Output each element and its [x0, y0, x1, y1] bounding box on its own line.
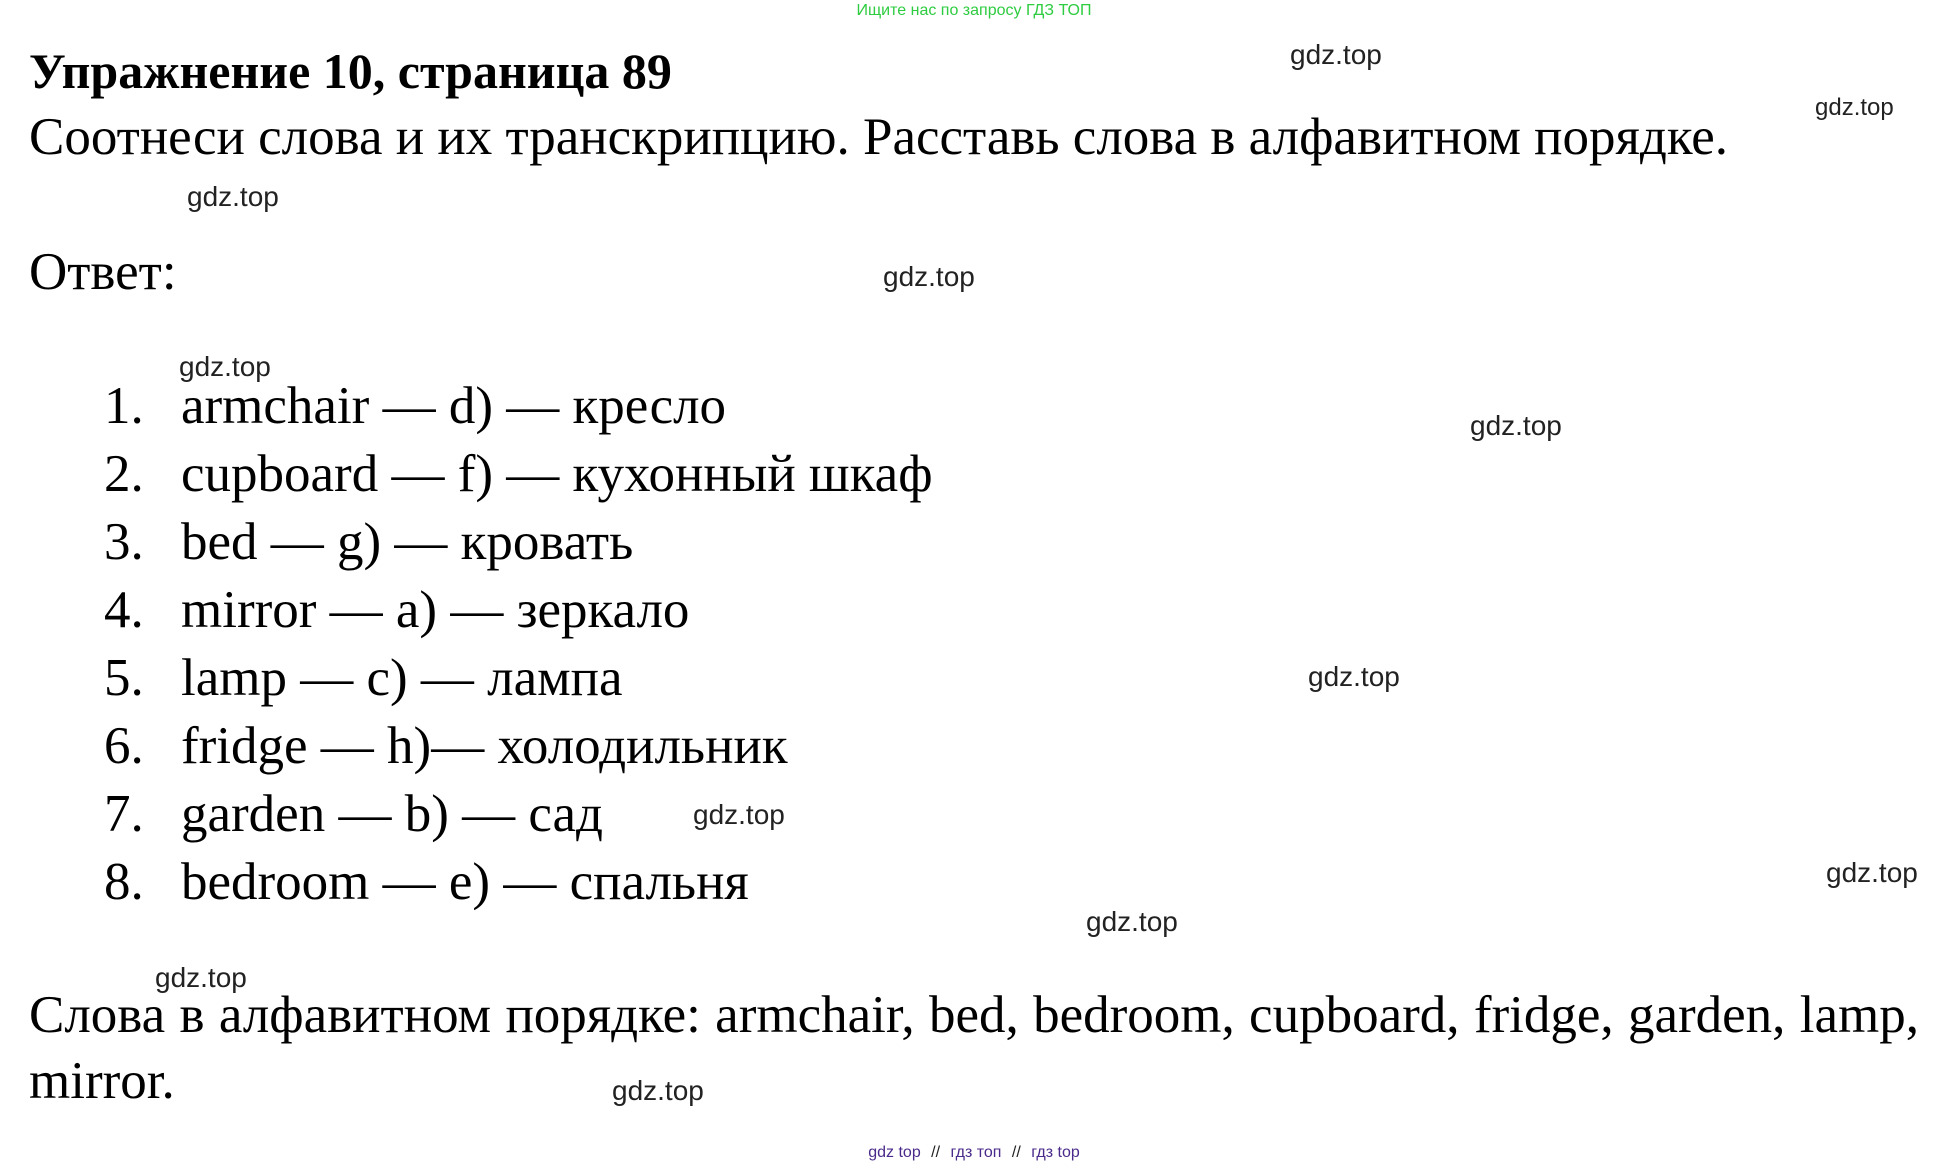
answer-number: 2. [104, 445, 144, 503]
watermark: gdz.top [1308, 661, 1400, 692]
answer-number: 6. [104, 717, 144, 775]
alphabetical-summary: Слова в алфавитном порядке: armchair, bed, bedroom, cupboard, fridge, garden, lamp, mirror. [29, 986, 1919, 1110]
watermark: gdz.top [693, 799, 785, 830]
exercise-title: Упражнение 10, страница 89 [29, 43, 672, 99]
watermark: gdz.top [1290, 39, 1382, 70]
answer-text: bedroom — e) — спальня [181, 853, 749, 911]
watermark: gdz.top [1826, 857, 1918, 888]
footer-links [0, 1143, 1948, 1163]
watermark: gdz.top [187, 181, 279, 212]
watermark: gdz.top [1470, 410, 1562, 441]
answer-number: 8. [104, 853, 144, 911]
watermark: gdz.top [883, 261, 975, 292]
answer-text: bed — g) — кровать [181, 513, 634, 571]
answer-text: fridge — h)— холодильник [181, 717, 788, 775]
answer-text: armchair — d) — кресло [181, 377, 727, 435]
answer-number: 7. [104, 785, 144, 843]
answer-label: Ответ: [29, 243, 177, 301]
answer-text: mirror — a) — зеркало [181, 581, 690, 639]
answer-number: 1. [104, 377, 144, 435]
search-hint-banner[interactable]: Ищите нас по запросу ГДЗ ТОП [856, 2, 1092, 19]
footer-separator: // [1011, 1144, 1021, 1161]
answer-text: cupboard — f) — кухонный шкаф [181, 445, 933, 503]
watermark: gdz.top [155, 962, 247, 993]
footer-separator: // [931, 1144, 941, 1161]
exercise-instruction: Соотнеси слова и их транскрипцию. Расставь слова в алфавитном порядке. [29, 108, 1729, 166]
answer-number: 5. [104, 649, 144, 707]
watermark: gdz.top [612, 1075, 704, 1106]
answer-number: 3. [104, 513, 144, 571]
answer-number: 4. [104, 581, 144, 639]
watermark: gdz.top [179, 351, 271, 382]
footer-link[interactable]: гдз top [1031, 1144, 1080, 1161]
watermark: gdz.top [1815, 94, 1894, 121]
answer-text: garden — b) — сад [181, 785, 604, 843]
watermark: gdz.top [1086, 906, 1178, 937]
answer-text: lamp — c) — лампа [181, 649, 623, 707]
footer-link[interactable]: gdz top [868, 1144, 921, 1161]
footer-link[interactable]: гдз топ [950, 1144, 1002, 1161]
